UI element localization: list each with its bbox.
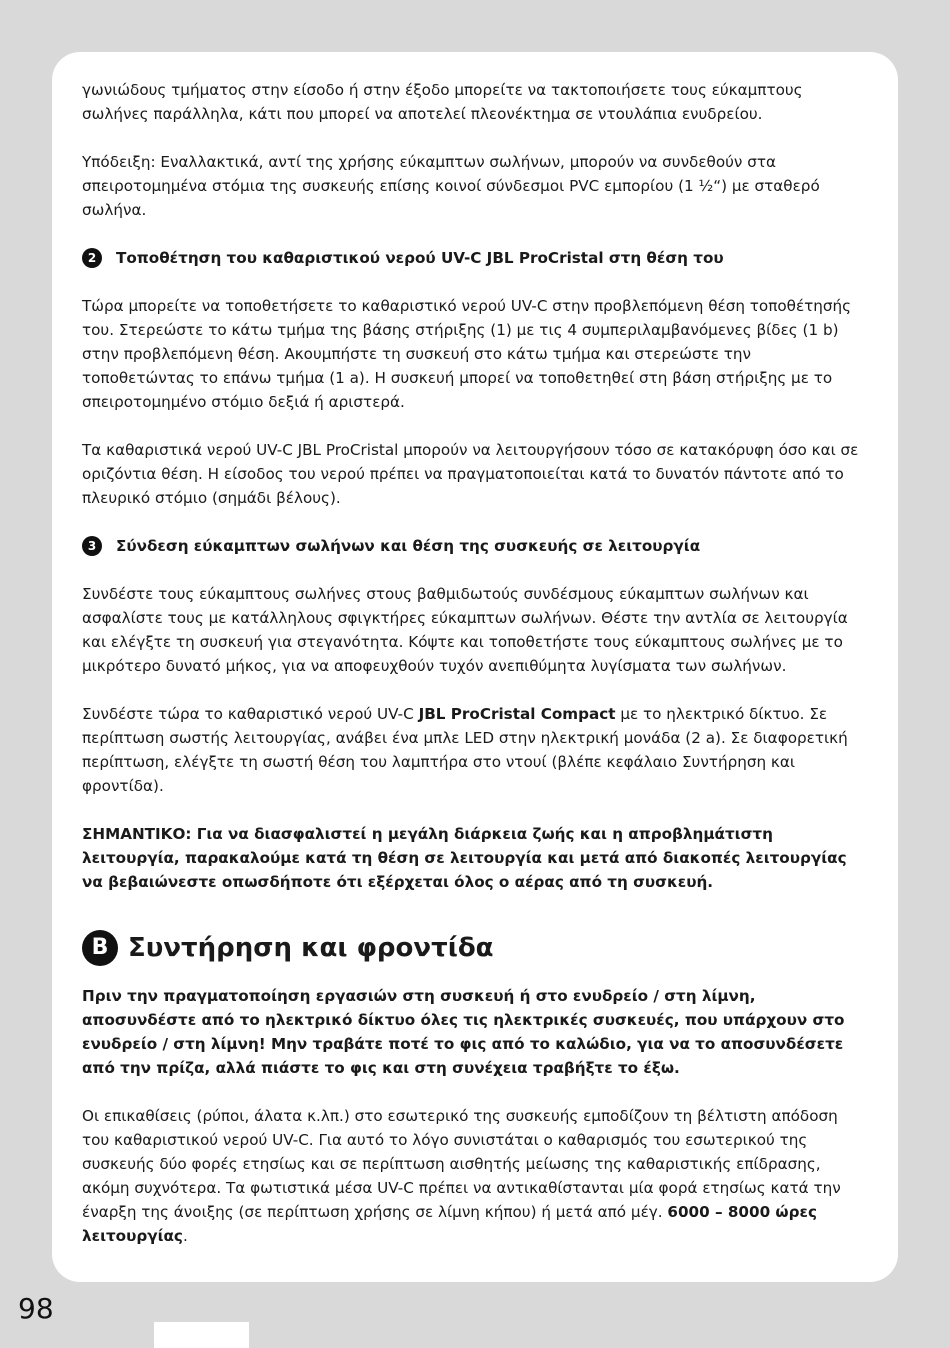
product-name: JBL ProCristal Compact	[418, 705, 616, 723]
paragraph-power	[82, 702, 868, 798]
section-3-heading	[82, 534, 868, 558]
section-b-heading	[82, 928, 868, 968]
section-number-badge: 3	[82, 536, 102, 556]
paragraph-hoses: Συνδέστε τους εύκαμπτους σωλήνες στους βαθμιδωτούς συνδέσμους εύκαμπτων σωλήνων και ασφαλίστε τους με κατάλληλους σφιγκτήρες εύκαμπτων σωλήνων. Θέστε την αντλία σε λειτουργία και ελέγξτε τη συσκευή για στεγανότητα. Κόψτε και τοποθετήστε τους εύκαμπτους σωλήνες με το μικρότερο δυνατό μήκος, για να αποφευχθούν τυχόν ανεπιθύμητα λυγίσματα των σωλήνων.	[82, 585, 848, 675]
safety-warning: Πριν την πραγματοποίηση εργασιών στη συσκευή ή στο ενυδρείο / στη λίμνη, αποσυνδέστε από το ηλεκτρικό δίκτυο όλες τις ηλεκτρικές συσκευές, που υπάρχουν στο ενυδρείο / στη λίμνη! Μην τραβάτε ποτέ το φις από το καλώδιο, για να το αποσυνδέσετε από την πρίζα, αλλά πιάστε το φις και στη συνέχεια τραβήξτε το έξω.	[82, 987, 845, 1077]
footer-strip	[154, 1322, 249, 1348]
paragraph-orientation: Τα καθαριστικά νερού UV-C JBL ProCristal μπορούν να λειτουργήσουν τόσο σε κατακόρυφη όσο και σε οριζόντια θέση. Η είσοδος του νερού πρέπει να πραγματοποιείται κατά το δυνατόν πάντοτε από το πλευρικό στόμιο (σημάδι βέλους).	[82, 441, 859, 507]
section-2-heading	[82, 246, 868, 270]
paragraph-mounting: Τώρα μπορείτε να τοποθετήσετε το καθαριστικό νερού UV-C στην προβλεπόμενη θέση τοποθέτησής του. Στερεώστε το κάτω τμήμα της βάσης στήριξης (1) με τις 4 συμπεριλαμβανόμενες βίδες (1 b) στην προβλεπόμενη θέση. Ακουμπήστε τη συσκευή στο κάτω τμήμα και στερεώστε την τοποθετώντας το επάνω τμήμα (1 a). Η συσκευή μπορεί να τοποθετηθεί στη βάση στήριξης με το σπειροτομημένο στόμιο δεξιά ή αριστερά.	[82, 297, 852, 411]
operating-hours: 6000 – 8000 ώρες λειτουργίας	[82, 1203, 817, 1245]
text-run: με το ηλεκτρικό δίκτυο. Σε περίπτωση σωστής λειτουργίας, ανάβει ένα μπλε LED στην ηλεκτρική μονάδα (2 a). Σε διαφορετική περίπτωση, ελέγξτε τη σωστή θέση του λαμπτήρα στο ντουί (βλέπε κεφάλαιο Συντήρηση και φροντίδα).	[82, 705, 848, 795]
section-number-badge: 2	[82, 248, 102, 268]
section-title: Σύνδεση εύκαμπτων σωλήνων και θέση της συσκευής σε λειτουργία	[116, 537, 701, 555]
paragraph-intro: γωνιώδους τμήματος στην είσοδο ή στην έξοδο μπορείτε να τακτοποιήσετε τους εύκαμπτους σωλήνες παράλληλα, κάτι που μπορεί να αποτελεί πλεονέκτημα σε ντουλάπια ενυδρείου.	[82, 81, 803, 123]
section-title: Τοποθέτηση του καθαριστικού νερού UV-C JBL ProCristal στη θέση του	[116, 249, 724, 267]
page-card	[52, 52, 898, 1282]
important-notice: ΣΗΜΑΝΤΙΚΟ: Για να διασφαλιστεί η μεγάλη διάρκεια ζωής και η απροβλημάτιστη λειτουργία, παρακαλούμε κατά τη θέση σε λειτουργία και μετά από διακοπές λειτουργίας να βεβαιώνεστε οπωσδήποτε ότι εξέρχεται όλος ο αέρας από τη συσκευή.	[82, 825, 847, 891]
text-run: .	[182, 1227, 188, 1245]
section-title: Συντήρηση και φροντίδα	[128, 933, 494, 963]
section-letter-badge: B	[82, 930, 118, 966]
text-run: Οι επικαθίσεις (ρύποι, άλατα κ.λπ.) στο εσωτερικό της συσκευής εμποδίζουν τη βέλτιστη απόδοση του καθαριστικού νερού UV-C. Για αυτό το λόγο συνιστάται ο καθαρισμός του εσωτερικού της συσκευής δύο φορές ετησίως και σε περίπτωση αισθητής μείωσης της καθαριστικής επίδρασης, ακόμη συχνότερα. Τα φωτιστικά μέσα UV-C πρέπει να αντικαθίστανται μία φορά ετησίως κατά την έναρξη της άνοιξης (σε περίπτωση χρήσης σε λίμνη κήπου) ή μετά από μέγ.	[82, 1107, 841, 1221]
page-number: 98	[18, 1292, 54, 1325]
paragraph-maintenance	[82, 1104, 868, 1248]
text-run: Συνδέστε τώρα το καθαριστικό νερού UV-C	[82, 705, 419, 723]
paragraph-tip: Υπόδειξη: Εναλλακτικά, αντί της χρήσης εύκαμπτων σωλήνων, μπορούν να συνδεθούν στα σπειροτομημένα στόμια της συσκευής επίσης κοινοί σύνδεσμοι PVC εμπορίου (1 ½“) με σταθερό σωλήνα.	[82, 153, 820, 219]
